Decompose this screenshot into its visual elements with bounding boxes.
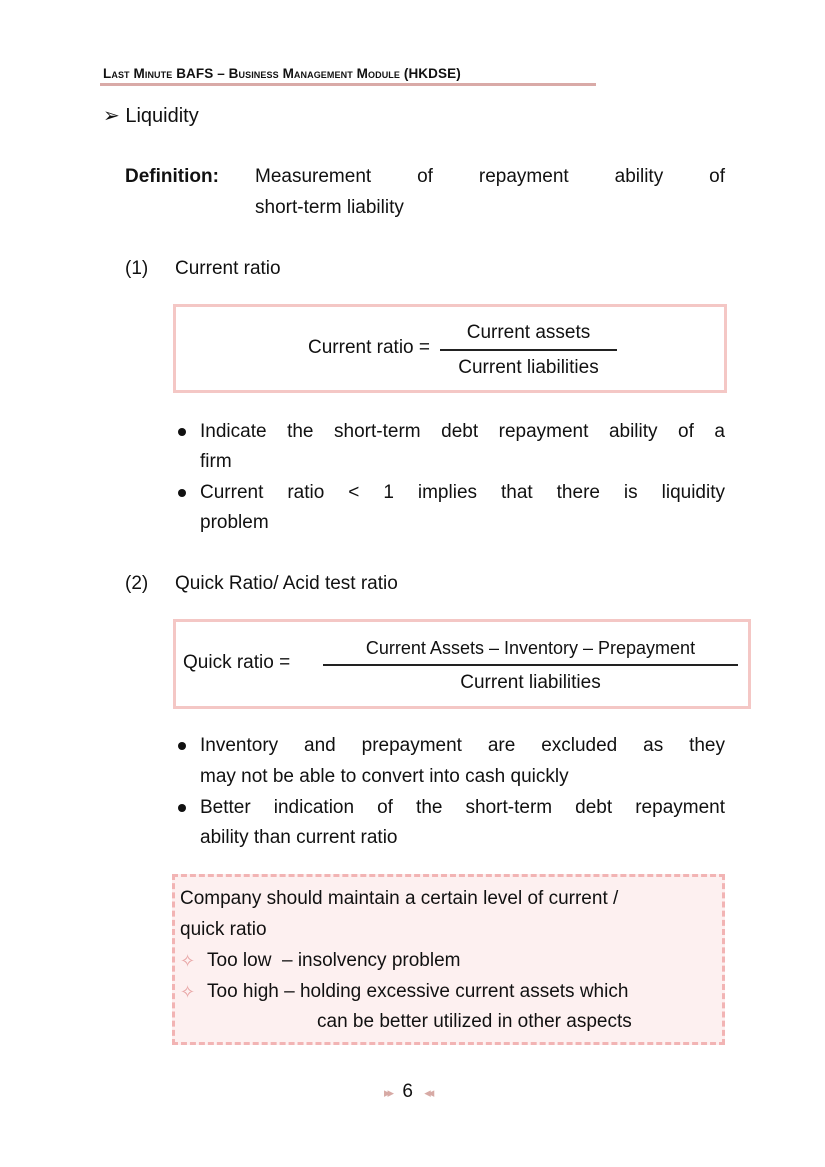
quick-ratio-bullet-1-line2: may not be able to convert into cash quickly	[200, 766, 569, 787]
definition-text-line2: short-term liability	[255, 197, 404, 218]
quick-ratio-bullet-2-line2: ability than current ratio	[200, 827, 398, 848]
note-line2: quick ratio	[180, 919, 267, 940]
current-ratio-title: Current ratio	[175, 258, 281, 279]
fraction-line	[323, 664, 738, 666]
current-ratio-bullet-2-line1: Current ratio < 1 implies that there is liquidity	[200, 482, 725, 503]
bullet-icon	[178, 489, 186, 497]
current-ratio-bullet-1-line2: firm	[200, 451, 232, 472]
current-ratio-bullet-1-line1: Indicate the short-term debt repayment ability of a	[200, 421, 725, 442]
page-footer	[384, 1080, 431, 1105]
item-number-2: (2)	[125, 573, 149, 594]
quick-ratio-denominator: Current liabilities	[460, 672, 601, 693]
section-heading	[103, 104, 199, 128]
bullet-icon	[178, 428, 186, 436]
note-item-too-high-cont: can be better utilized in other aspects	[317, 1011, 632, 1032]
bullet-icon	[178, 804, 186, 812]
quick-ratio-title: Quick Ratio/ Acid test ratio	[175, 573, 398, 594]
fraction-line	[440, 349, 617, 351]
document-header: Last Minute BAFS – Business Management Module (HKDSE)	[103, 66, 461, 81]
star-icon: ✧	[180, 951, 196, 971]
definition-label: Definition:	[125, 166, 219, 187]
left-arrows-icon: ◂◂	[424, 1085, 432, 1100]
note-item-too-high: Too high – holding excessive current assets which	[207, 981, 629, 1002]
item-number-1: (1)	[125, 258, 149, 279]
current-ratio-denominator: Current liabilities	[458, 357, 599, 378]
current-ratio-bullet-2-line2: problem	[200, 512, 269, 533]
current-ratio-lhs: Current ratio =	[308, 337, 430, 358]
definition-text-line1: Measurement of repayment ability of	[255, 166, 725, 187]
quick-ratio-bullet-2-line1: Better indication of the short-term debt repayment	[200, 797, 725, 818]
right-arrows-icon: ▸▸	[384, 1085, 392, 1100]
star-icon: ✧	[180, 982, 196, 1002]
header-underline	[100, 83, 596, 86]
quick-ratio-numerator: Current Assets – Inventory – Prepayment	[365, 638, 696, 658]
note-line1: Company should maintain a certain level of current /	[180, 888, 619, 909]
section-title: Liquidity	[125, 105, 199, 127]
page-number: 6	[402, 1081, 413, 1102]
note-item-too-low: Too low – insolvency problem	[207, 950, 461, 971]
quick-ratio-bullet-1-line1: Inventory and prepayment are excluded as they	[200, 735, 725, 756]
current-ratio-numerator: Current assets	[466, 322, 591, 343]
quick-ratio-lhs: Quick ratio =	[183, 652, 291, 673]
arrow-bullet-icon: ➢	[103, 105, 126, 127]
bullet-icon	[178, 742, 186, 750]
